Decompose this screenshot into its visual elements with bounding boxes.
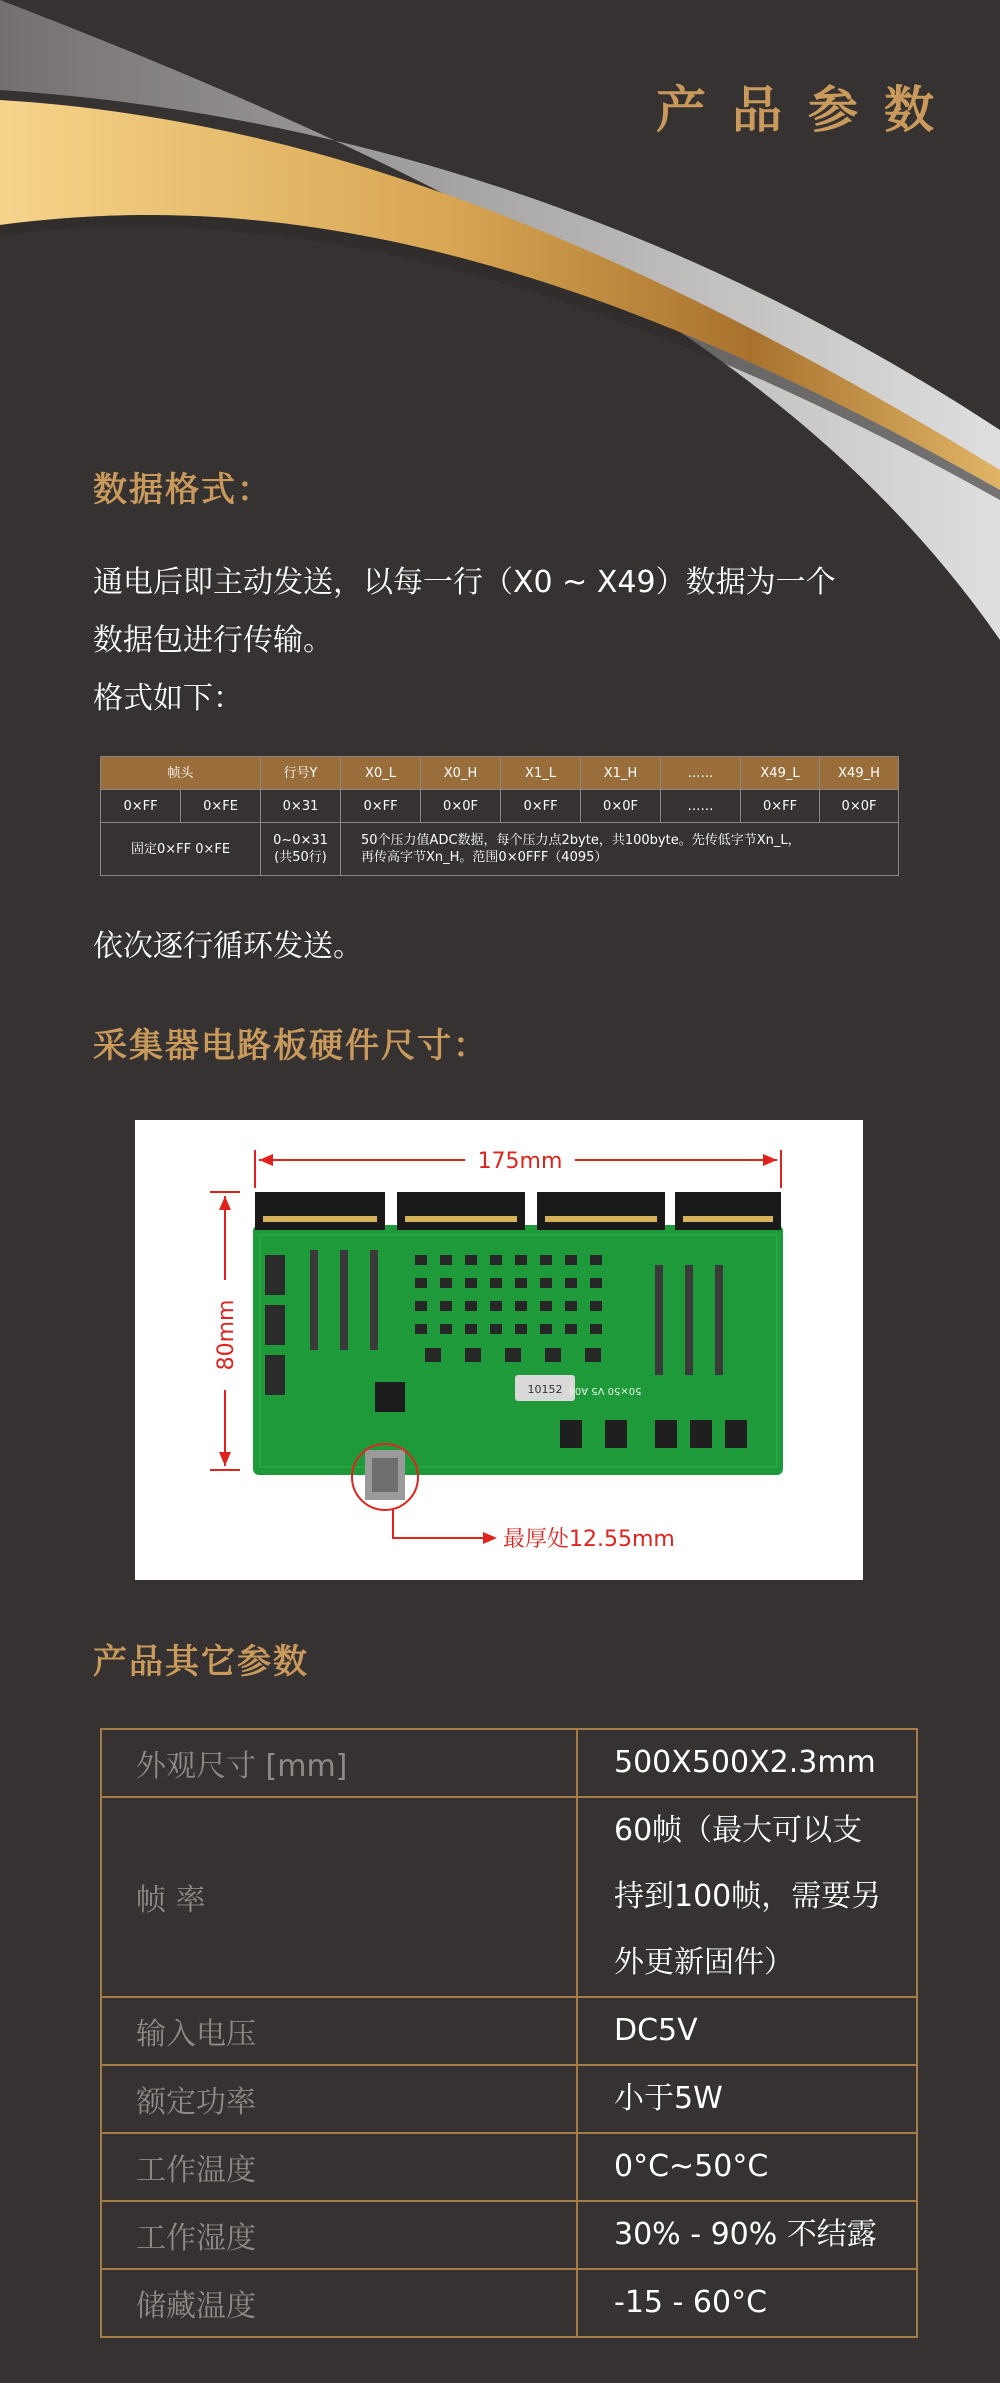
table-cell: 0×FF [501, 790, 581, 823]
data-format-intro [93, 554, 913, 728]
param-value: 30% - 90% 不结露 [577, 2201, 917, 2269]
param-key: 工作湿度 [101, 2201, 577, 2269]
table-row [101, 2065, 917, 2133]
table-row [101, 2201, 917, 2269]
page-title: 产品参数 [656, 81, 960, 139]
table-cell: 0×0F [581, 790, 661, 823]
table-row [101, 1797, 917, 1997]
table-cell: 0×31 [261, 790, 341, 823]
thickness-dimension-label: 最厚处12.55mm [503, 1527, 675, 1552]
table-header-cell: 行号Y [261, 757, 341, 790]
table-row [101, 1997, 917, 2065]
param-value: 小于5W [577, 2065, 917, 2133]
data-format-outro: 依次逐行循环发送。 [93, 929, 363, 964]
param-key: 额定功率 [101, 2065, 577, 2133]
param-key: 外观尺寸 [mm] [101, 1729, 577, 1797]
table-cell: 0×FE [181, 790, 261, 823]
description-line: 再传高字节Xn_H。范围0×0FFF（4095） [361, 850, 608, 865]
table-cell: 0×FF [741, 790, 820, 823]
param-value: 500X500X2.3mm [577, 1729, 917, 1797]
param-value: DC5V [577, 1997, 917, 2065]
table-cell [261, 823, 341, 876]
table-header-cell: …… [661, 757, 741, 790]
other-params-heading: 产品其它参数 [93, 1642, 309, 1682]
height-dimension-label: 80mm [214, 1299, 239, 1371]
board-silkscreen: 50×50 V5 A04 [568, 1385, 642, 1396]
table-header-cell: X1_L [501, 757, 581, 790]
connector [675, 1192, 781, 1230]
param-value-line: 持到100帧，需要另 [614, 1879, 882, 1914]
param-key: 储藏温度 [101, 2269, 577, 2337]
intro-line: 通电后即主动发送，以每一行（X0 ~ X49）数据为一个 [93, 565, 836, 600]
connector [397, 1192, 525, 1230]
connector [255, 1192, 385, 1230]
table-header-cell: 帧头 [101, 757, 261, 790]
mcu-chip [375, 1382, 405, 1412]
table-row [101, 823, 899, 876]
width-dimension-label: 175mm [477, 1149, 563, 1174]
table-row [101, 1729, 917, 1797]
table-row [101, 790, 899, 823]
sticker-text: 10152 [527, 1383, 563, 1396]
table-cell: 0×FF [341, 790, 421, 823]
table-header-cell: X49_H [820, 757, 899, 790]
table-row [101, 2133, 917, 2201]
param-value: 0°C~50°C [577, 2133, 917, 2201]
table-header-cell: X0_H [421, 757, 501, 790]
intro-line: 格式如下： [93, 681, 243, 716]
intro-line: 数据包进行传输。 [93, 623, 333, 658]
param-key: 工作温度 [101, 2133, 577, 2201]
param-value-line: 外更新固件） [614, 1945, 794, 1980]
description-line: 50个压力值ADC数据，每个压力点2byte，共100byte。先传低字节Xn_L， [361, 833, 801, 848]
row-range: 0~0×31 [273, 833, 328, 848]
data-format-heading: 数据格式： [93, 470, 273, 510]
table-header-cell: X0_L [341, 757, 421, 790]
param-value: -15 - 60°C [577, 2269, 917, 2337]
table-cell: 固定0×FF 0×FE [101, 823, 261, 876]
connector [537, 1192, 665, 1230]
table-cell: 0×0F [820, 790, 899, 823]
table-header-row [101, 757, 899, 790]
table-cell: …… [661, 790, 741, 823]
param-key: 输入电压 [101, 1997, 577, 2065]
table-header-cell: X49_L [741, 757, 820, 790]
param-value [577, 1797, 917, 1997]
table-row [101, 2269, 917, 2337]
params-table [100, 1728, 918, 2338]
table-cell: 0×0F [421, 790, 501, 823]
data-format-table [100, 756, 899, 876]
table-cell-description [341, 823, 899, 876]
pcb-photo [135, 1120, 863, 1580]
row-count: (共50行) [274, 850, 327, 865]
table-header-cell: X1_H [581, 757, 661, 790]
param-value-line: 60帧（最大可以支 [614, 1813, 863, 1848]
board-size-heading: 采集器电路板硬件尺寸： [93, 1026, 489, 1066]
param-key: 帧 率 [101, 1797, 577, 1997]
table-cell: 0×FF [101, 790, 181, 823]
